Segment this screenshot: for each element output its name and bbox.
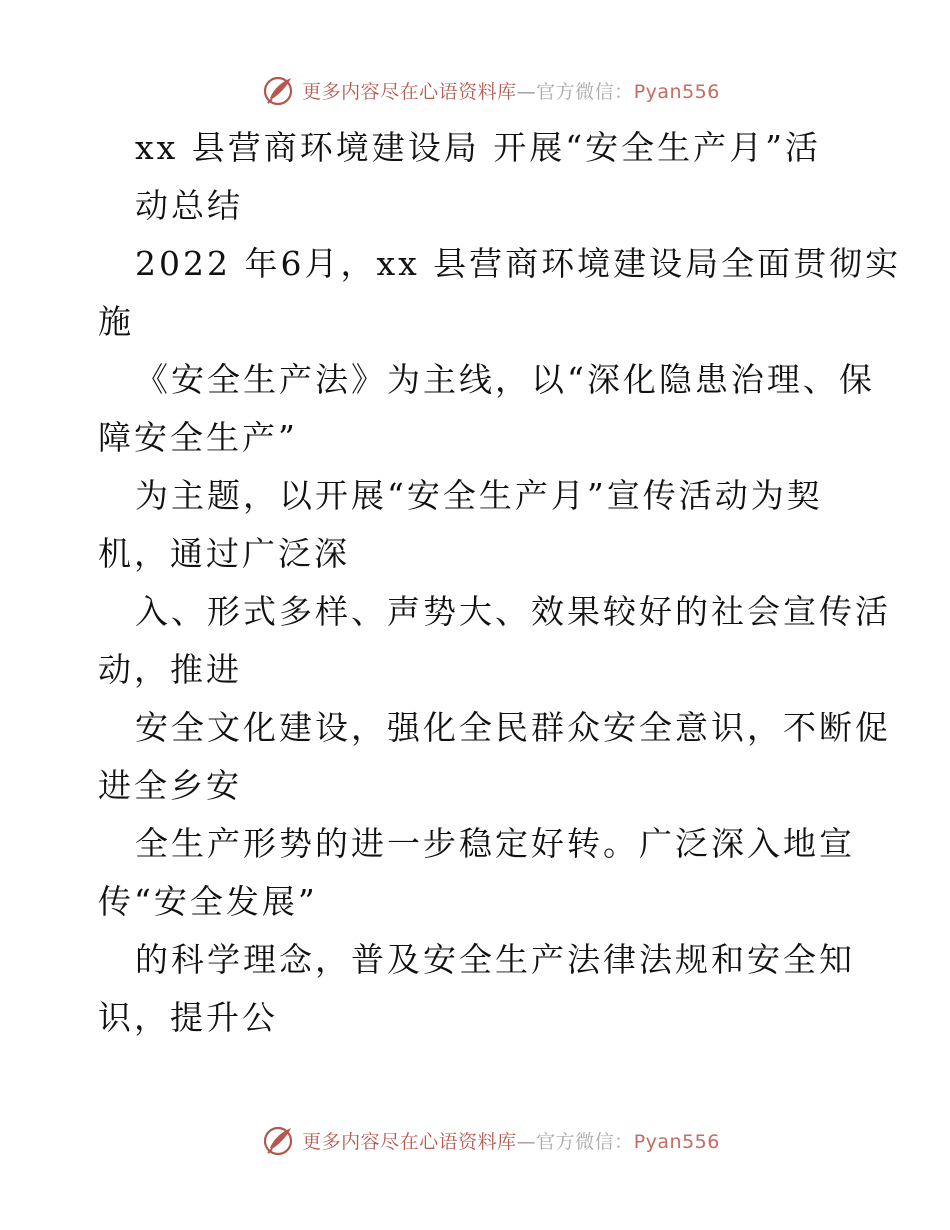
document-title-line-1: xx 县营商环境建设局 开展“安全生产月”活 xyxy=(135,128,821,167)
watermark-text xyxy=(302,77,720,104)
watermark-wechat-label: 官方微信： xyxy=(536,1130,634,1153)
watermark-separator: — xyxy=(516,1130,537,1153)
paragraph-line: 《安全生产法》为主线，以“深化隐患治理、保 xyxy=(135,360,875,399)
paragraph-line: 入、形式多样、声势大、效果较好的社会宣传活 xyxy=(135,592,891,631)
paragraph-line: 障安全生产” xyxy=(98,418,298,457)
footer-watermark xyxy=(0,1120,950,1160)
paragraph-line: 安全文化建设，强化全民群众安全意识，不断促 xyxy=(135,708,891,747)
watermark-separator: — xyxy=(516,80,537,103)
header-watermark xyxy=(0,70,950,110)
paragraph-line: 动，推进 xyxy=(98,650,242,689)
watermark-group xyxy=(260,1122,720,1158)
paragraph-line: 机，通过广泛深 xyxy=(98,534,350,573)
watermark-group xyxy=(260,72,720,108)
feather-pen-logo-icon xyxy=(260,72,296,108)
watermark-site-text: 更多内容尽在心语资料库 xyxy=(302,80,517,103)
paragraph-line: 传“安全发展” xyxy=(98,882,318,921)
document-title-line-2: 动总结 xyxy=(135,186,243,225)
paragraph-line: 全生产形势的进一步稳定好转。广泛深入地宣 xyxy=(135,824,855,863)
watermark-wechat-label: 官方微信： xyxy=(536,80,634,103)
watermark-wechat-id: Pyan556 xyxy=(633,1130,720,1153)
watermark-text xyxy=(302,1127,720,1154)
feather-pen-logo-icon xyxy=(260,1122,296,1158)
watermark-wechat-id: Pyan556 xyxy=(633,80,720,103)
paragraph-line: 2022 年6月，xx 县营商环境建设局全面贯彻实 xyxy=(135,244,902,283)
paragraph-line: 的科学理念，普及安全生产法律法规和安全知 xyxy=(135,940,855,979)
watermark-site-text: 更多内容尽在心语资料库 xyxy=(302,1130,517,1153)
paragraph-line: 识，提升公 xyxy=(98,998,278,1037)
paragraph-line: 施 xyxy=(98,302,134,341)
paragraph-line: 为主题，以开展“安全生产月”宣传活动为契 xyxy=(135,476,823,515)
document-body xyxy=(98,120,902,1037)
paragraph-line: 进全乡安 xyxy=(98,766,242,805)
